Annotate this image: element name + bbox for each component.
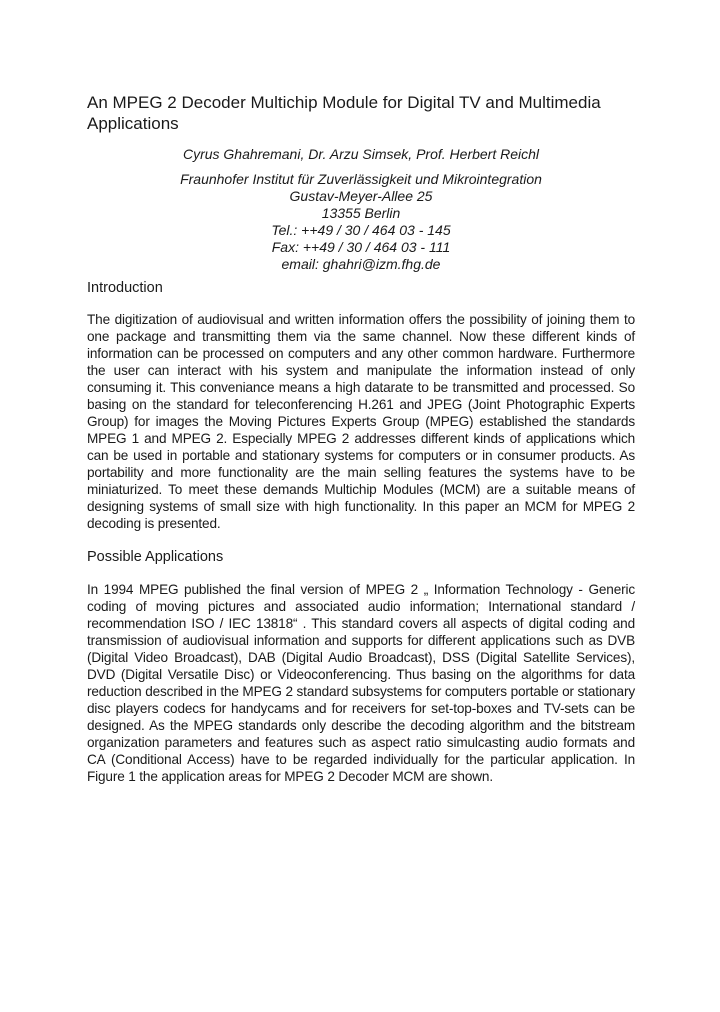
section-heading-possible-applications: Possible Applications	[87, 549, 224, 565]
affiliation-street: Gustav-Meyer-Allee 25	[289, 188, 433, 204]
section-body-introduction: The digitization of audiovisual and written information offers the possibility of joining them to one package and transmitting them via the same channel. Now these different kinds of information can be processed on computers and any other common hardware. Furthermore the user can interact with his system and manipulate the information instead of only consuming it. This conveniance means a high datarate to be transmitted and processed. So basing on the standard for teleconferencing H.261 and JPEG (Joint Photographic Experts Group) for images the Moving Pictures Experts Group (MPEG) established the standards MPEG 1 and MPEG 2. Especially MPEG 2 addresses different kinds of applications which can be used in portable and stationary systems for computers or in consumer products. As portability and more functionality are the main selling features the systems have to be miniaturized. To meet these demands Multichip Modules (MCM) are a suitable means of designing systems of small size with high functionality. In this paper an MCM for MPEG 2 decoding is presented.	[87, 312, 635, 531]
affiliation-block	[87, 171, 635, 273]
affiliation-fax: Fax: ++49 / 30 / 464 03 - 111	[271, 239, 451, 255]
author-list: Cyrus Ghahremani, Dr. Arzu Simsek, Prof. Herbert Reichl	[182, 146, 540, 162]
affiliation-institute: Fraunhofer Institut für Zuverlässigkeit und Mikrointegration	[180, 171, 542, 187]
section-body-possible-applications: In 1994 MPEG published the final version of MPEG 2 „ Information Technology - Generic coding of moving pictures and associated audio information; International standard / recommendation ISO / IEC 13818“ . This standard covers all aspects of digital coding and transmission of audiovisual information and supports for different applications such as DVB (Digital Video Broadcast), DAB (Digital Audio Broadcast), DSS (Digital Satellite Services), DVD (Digital Versatile Disc) or Videoconferencing. Thus basing on the algorithms for data reduction described in the MPEG 2 standard subsystems for computers portable or stationary disc players codecs for handycams and for receivers for set-top-boxes and TV-sets can be designed. As the MPEG standards only describe the decoding algorithm and the bitstream organization parameters and features such as aspect ratio simulcasting audio formats and CA (Conditional Access) have to be regarded individually for the particular application. In Figure 1 the application areas for MPEG 2 Decoder MCM are shown.	[87, 582, 635, 784]
affiliation-tel: Tel.: ++49 / 30 / 464 03 - 145	[271, 222, 451, 238]
paper-title: An MPEG 2 Decoder Multichip Module for Digital TV and Multimedia Applications	[87, 93, 601, 133]
section-heading-introduction: Introduction	[87, 280, 163, 296]
affiliation-city: 13355 Berlin	[321, 205, 401, 221]
affiliation-email: email: ghahri@izm.fhg.de	[281, 256, 441, 272]
